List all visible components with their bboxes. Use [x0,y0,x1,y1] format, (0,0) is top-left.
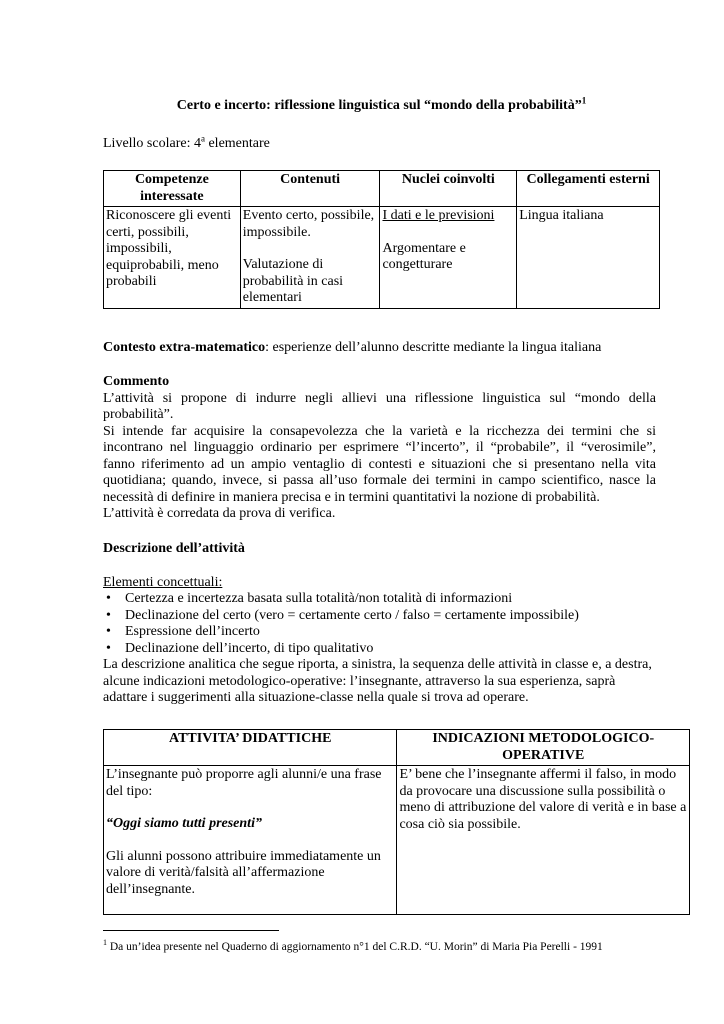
competence-table [103,170,660,309]
level-label: Livello scolare: 4 [103,136,201,151]
context-paragraph [103,340,656,357]
comment-paragraph-1: L’attività si propone di indurre negli allievi una riflessione linguistica sul “mondo della probabilità”. [103,390,656,422]
comment-paragraph-3: L’attività è corredata da prova di verifica. [103,506,336,521]
page-title [103,95,660,115]
cell-indicazioni [397,766,690,915]
title-footnote-ref: 1 [581,95,587,106]
title-text: Certo e incerto: riflessione linguistica sul “mondo della probabilità” [176,98,582,113]
header-attivita: ATTIVITA’ DIDATTICHE [104,730,397,766]
comment-heading: Commento [103,374,170,389]
header-indicazioni: INDICAZIONI METODOLOGICO-OPERATIVE [397,730,690,766]
competence-table-row [104,207,660,309]
contenuti-b: Valutazione di probabilità in casi elementari [242,257,344,305]
attivita-quote: “Oggi siamo tutti presenti” [106,816,262,831]
context-text: : esperienze dell’alunno descritte mediante la lingua italiana [265,340,602,355]
list-item: • Espressione dell’incerto [103,624,656,641]
cell-nuclei [380,207,517,309]
header-contenuti: Contenuti [240,171,380,207]
footnote [103,939,603,956]
list-item: • Declinazione del certo (vero = certamente certo / falso = certamente impossibile) [103,608,656,625]
description-heading: Descrizione dell’attività [103,541,245,556]
header-collegamenti: Collegamenti esterni [517,171,660,207]
context-label: Contesto extra-matematico [103,340,266,355]
cell-competenze: Riconoscere gli eventi certi, possibili, impossibili, equiprobabili, meno probabili [104,207,241,309]
activity-table-row [104,766,690,915]
header-competenze: Competenze interessate [104,171,241,207]
cell-contenuti [240,207,380,309]
competence-table-header [104,171,660,207]
list-item: • Declinazione dell’incerto, di tipo qualitativo [103,641,656,658]
description-section [103,541,656,707]
cell-attivita [104,766,397,915]
concept-list [103,591,656,657]
nuclei-b: Argomentare e congetturare [382,240,466,272]
nuclei-a: I dati e le previsioni [382,208,495,223]
indicazioni-paragraph: E’ bene che l’insegnante affermi il falso, in modo da provocare una discussione sulla possibilità o meno di attribuzione del valore di verità e in base a cosa ciò sia possibile. [399,767,687,832]
level-suffix: elementare [204,136,270,151]
list-item: • Certezza e incertezza basata sulla totalità/non totalità di informazioni [103,591,656,608]
description-text: La descrizione analitica che segue riporta, a sinistra, la sequenza delle attività in classe e, a destra, alcune indicazioni metodologico-operative: l’insegnante, attraverso la sua esperienza, saprà adattare i suggerimenti alla situazione-classe nella quale si trova ad operare. [103,657,652,705]
activity-table-header [104,730,690,766]
comment-paragraph-2: Si intende far acquisire la consapevolezza che la varietà e la ricchezza dei termini che si incontrano nel linguaggio ordinario per esprimere “l’incerto”, il “probabile”, il “verosimile”, fanno riferimento ad un ampio ventaglio di contesti e situazioni che si presentano nella vita quotidiana; quando, invece, si passa all’uso formale dei termini in campo scientifico, nasce la necessità di definire in maniera precisa e in termini quantitativi la nozione di probabilità. [103,423,656,505]
cell-collegamenti: Lingua italiana [517,207,660,309]
footnote-number: 1 [103,938,107,948]
footnote-text: Da un’idea presente nel Quaderno di aggiornamento n°1 del C.R.D. “U. Morin” di Maria Pia Perelli - 1991 [107,941,603,953]
comment-section [103,374,656,523]
level-sup: a [200,133,205,144]
activity-table [103,729,690,915]
elements-label: Elementi concettuali: [103,574,223,590]
header-nuclei: Nuclei coinvolti [380,171,517,207]
school-level [103,133,270,153]
attivita-paragraph-2: Gli alunni possono attribuire immediatamente un valore di verità/falsità all’affermazione dell’insegnante. [106,848,381,897]
attivita-paragraph-1: L’insegnante può proporre agli alunni/e una frase del tipo: [106,767,382,799]
contenuti-a: Evento certo, possibile, impossibile. [242,208,375,240]
footnote-separator [103,930,279,931]
